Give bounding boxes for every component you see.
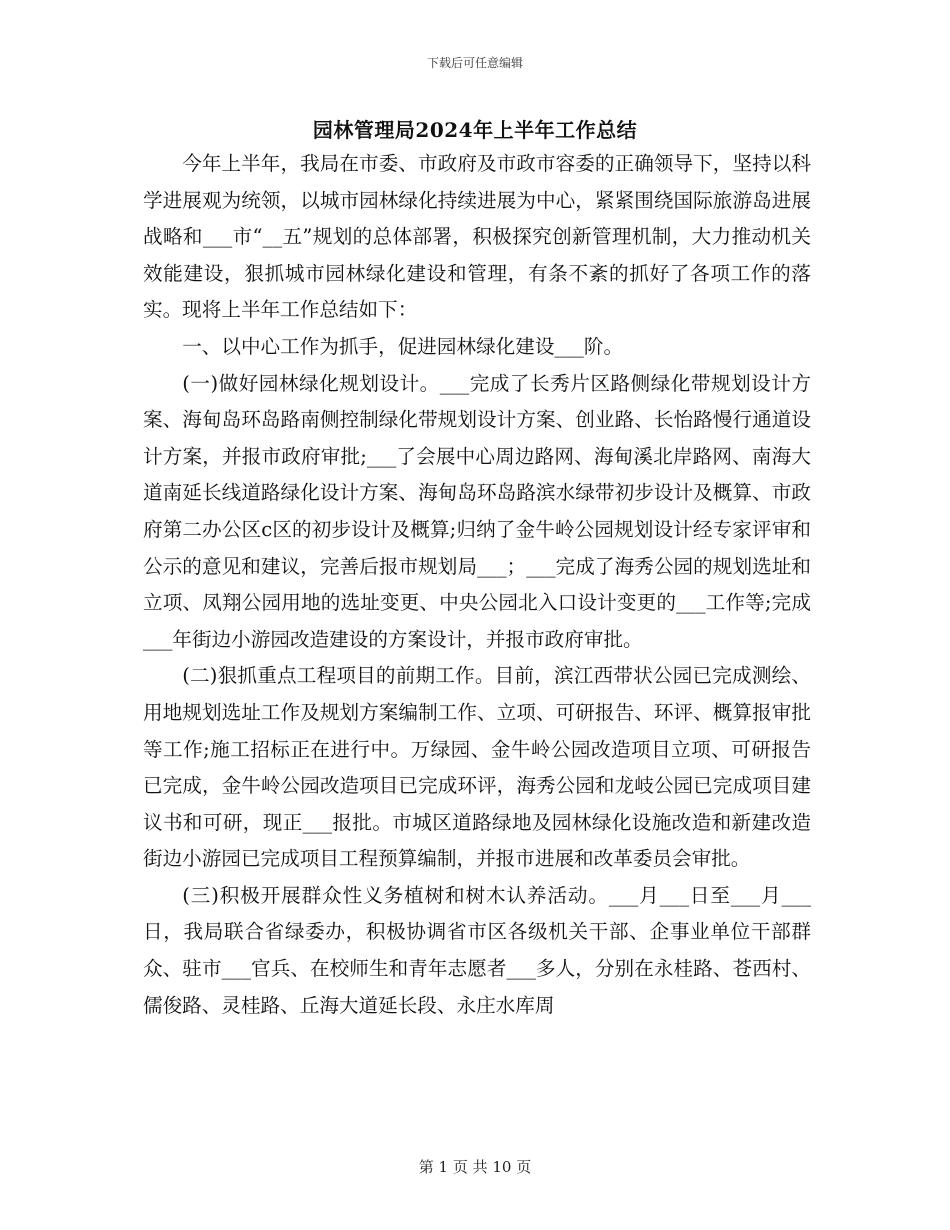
document-body bbox=[143, 146, 811, 1024]
paragraph-tree-planting: (三)积极开展群众性义务植树和树木认养活动。___月___日至___月___日，我局联合省绿委办，积极协调省市区各级机关干部、企事业单位干部群众、驻市___官兵、在校师生和青年志愿者___多人，分别在永桂路、苍西村、儒俊路、灵桂路、丘海大道延长段、永庄水库周 bbox=[143, 883, 811, 1017]
document-title: 园林管理局2024年上半年工作总结 bbox=[312, 118, 638, 142]
paragraph-planning: (一)做好园林绿化规划设计。___完成了长秀片区路侧绿化带规划设计方案、海甸岛环岛路南侧控制绿化带规划设计方案、创业路、长怡路慢行通道设计方案，并报市政府审批;___了会展中心周边路网、海甸溪北岸路网、南海大道南延长线道路绿化设计方案、海甸岛环岛路滨水绿带初步设计及概算、市政府第二办公区c区的初步设计及概算;归纳了金牛岭公园规划设计经专家评审和公示的意见和建议，完善后报市规划局___；___完成了海秀公园的规划选址和立项、凤翔公园用地的选址变更、中央公园北入口设计变更的___工作等;完成___年街边小游园改造建设的方案设计，并报市政府审批。 bbox=[143, 371, 811, 651]
paragraph-key-projects: (二)狠抓重点工程项目的前期工作。目前，滨江西带状公园已完成测绘、用地规划选址工作及规划方案编制工作、立项、可研报告、环评、概算报审批等工作;施工招标正在进行中。万绿园、金牛岭公园改造项目立项、可研报告已完成，金牛岭公园改造项目已完成环评，海秀公园和龙岐公园已完成项目建议书和可研，现正___报批。市城区道路绿地及园林绿化设施改造和新建改造街边小游园已完成项目工程预算编制，并报市进展和改革委员会审批。 bbox=[143, 664, 811, 871]
paragraph-intro: 今年上半年，我局在市委、市政府及市政市容委的正确领导下，坚持以科学进展观为统领，以城市园林绿化持续进展为中心，紧紧围绕国际旅游岛进展战略和___市“__五”规划的总体部署，积极探究创新管理机制，大力推动机关效能建设，狠抓城市园林绿化建设和管理，有条不紊的抓好了各项工作的落实。现将上半年工作总结如下： bbox=[143, 152, 811, 322]
page-number: 第 1 页 共 10 页 bbox=[418, 1158, 532, 1176]
page-header-note: 下载后可任意编辑 bbox=[426, 56, 523, 70]
paragraph-section-heading: 一、以中心工作为抓手，促进园林绿化建设___阶。 bbox=[182, 334, 624, 358]
